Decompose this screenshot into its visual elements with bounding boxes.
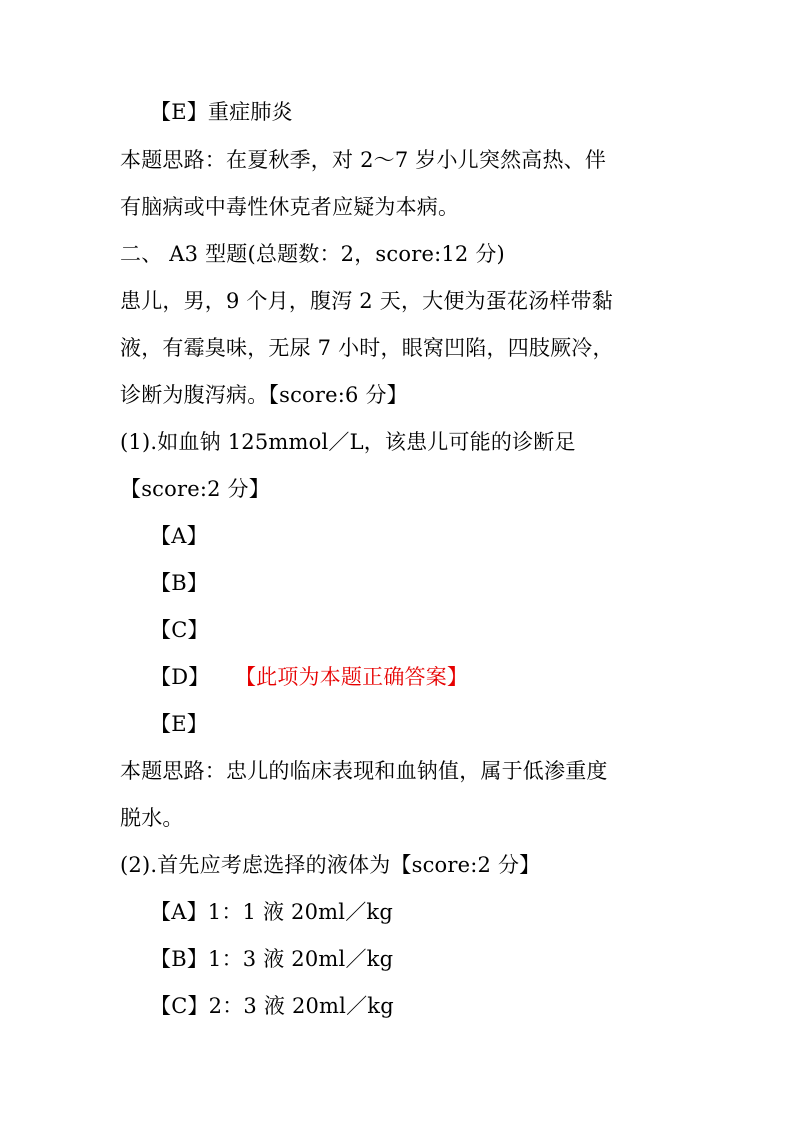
q1-reasoning-line-1: 本题思路：忠儿的临床表现和血钠值，属于低渗重度 (120, 759, 608, 783)
case-text-line-1: 患儿，男，9 个月，腹泻 2 天，大便为蛋花汤样带黏 (120, 289, 613, 313)
case-text-line-2: 液，有霉臭味，无尿 7 小时，眼窝凹陷，四肢厥冷， (120, 336, 614, 360)
q1-option-e: 【E】 (150, 712, 208, 736)
section-heading: 二、 A3 型题(总题数：2，score:12 分) (120, 242, 505, 266)
prev-reasoning-line-1: 本题思路：在夏秋季，对 2～7 岁小儿突然高热、伴 (120, 148, 607, 172)
q2-option-b: 【B】1：3 液 20ml／kg (150, 947, 394, 971)
case-text-line-3: 诊断为腹泻病。【score:6 分】 (120, 383, 408, 407)
q1-option-d: 【D】 (150, 665, 210, 689)
q1-option-d-row (150, 663, 468, 691)
q1-stem-line-2: 【score:2 分】 (120, 477, 270, 501)
q1-option-b: 【B】 (150, 571, 209, 595)
correct-answer-label: 【此项为本题正确答案】 (245, 665, 469, 689)
q2-stem: (2).首先应考虑选择的液体为【score:2 分】 (120, 853, 541, 877)
q2-option-a: 【A】1：1 液 20ml／kg (150, 900, 393, 924)
prev-reasoning-line-2: 有脑病或中毒性休克者应疑为本病。 (120, 195, 460, 219)
prev-option-e: 【E】重症肺炎 (150, 100, 293, 124)
q1-stem-line-1: (1).如血钠 125mmol／L，该患儿可能的诊断足 (120, 430, 576, 454)
q1-option-a: 【A】 (150, 524, 208, 548)
q2-option-c: 【C】2：3 液 20ml／kg (150, 994, 394, 1018)
q1-reasoning-line-2: 脱水。 (120, 806, 184, 830)
q1-option-c: 【C】 (150, 618, 209, 642)
